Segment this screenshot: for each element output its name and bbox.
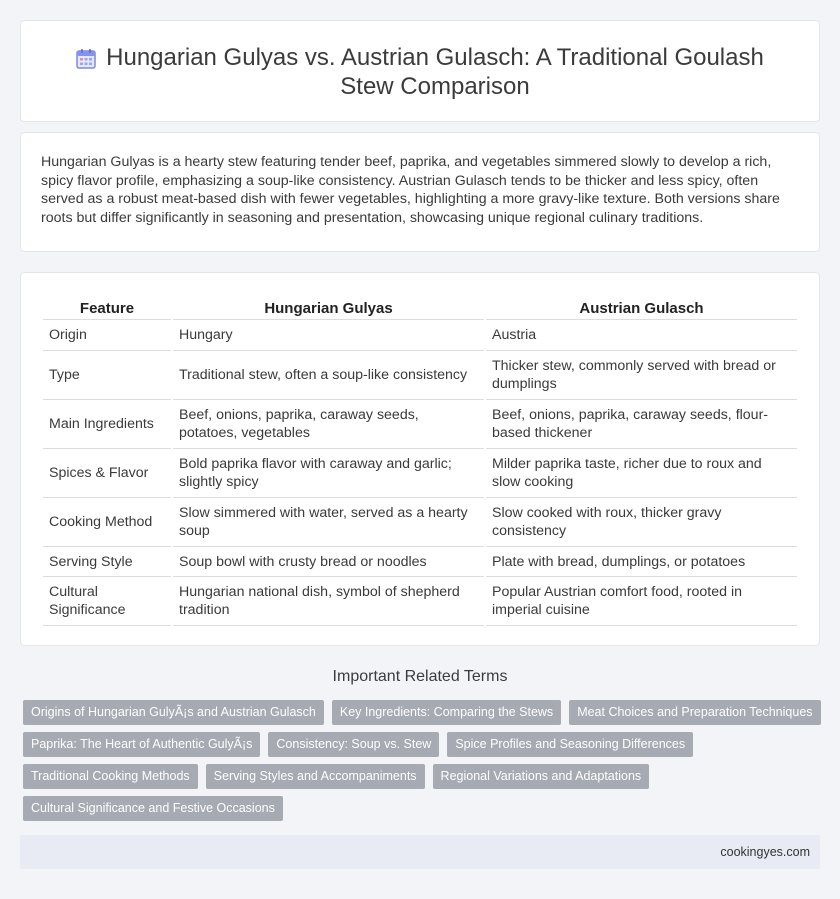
related-tag[interactable]: Serving Styles and Accompaniments [206,764,425,789]
comparison-table [41,295,799,626]
related-tag[interactable]: Regional Variations and Adaptations [433,764,650,789]
austrian-cell: Austria [486,320,797,351]
tag-row [23,732,823,757]
summary-card [20,132,820,252]
related-tag[interactable]: Consistency: Soup vs. Stew [268,732,439,757]
related-terms-title: Important Related Terms [332,668,508,685]
table-row [43,351,797,400]
hungarian-cell: Hungary [173,320,484,351]
table-row [43,577,797,626]
header-hungarian-gulyas: Hungarian Gulyas [173,295,484,320]
table-row [43,320,797,351]
hungarian-cell: Slow simmered with water, served as a hearty soup [173,498,484,547]
hungarian-cell: Hungarian national dish, symbol of shepherd tradition [173,577,484,626]
related-tag[interactable]: Key Ingredients: Comparing the Stews [332,700,561,725]
austrian-cell: Milder paprika taste, richer due to roux and slow cooking [486,449,797,498]
austrian-cell: Plate with bread, dumplings, or potatoes [486,547,797,577]
table-row [43,400,797,449]
summary-text: Hungarian Gulyas is a hearty stew featuring tender beef, paprika, and vegetables simmered slowly to develop a rich, spicy flavor profile, emphasizing a soup-like consistency. Austrian Gulasch tends to be thicker and less spicy, often served as a robust meat-based dish with fewer vegetables, highlighting a more gravy-like texture. Both versions share roots but differ significantly in seasoning and presentation, showcasing unique regional culinary traditions. [41,154,780,226]
austrian-cell: Slow cooked with roux, thicker gravy consistency [486,498,797,547]
related-tag[interactable]: Traditional Cooking Methods [23,764,198,789]
tag-row [23,700,823,725]
comparison-table-card [20,272,820,646]
related-terms-tags [23,700,823,828]
hungarian-cell: Bold paprika flavor with caraway and garlic; slightly spicy [173,449,484,498]
feature-cell: Main Ingredients [43,400,171,449]
hungarian-cell: Soup bowl with crusty bread or noodles [173,547,484,577]
feature-cell: Spices & Flavor [43,449,171,498]
austrian-cell: Popular Austrian comfort food, rooted in imperial cuisine [486,577,797,626]
related-tag[interactable]: Spice Profiles and Seasoning Differences [447,732,693,757]
related-tag[interactable]: Paprika: The Heart of Authentic GulyÃ¡s [23,732,260,757]
hungarian-cell: Beef, onions, paprika, caraway seeds, potatoes, vegetables [173,400,484,449]
tag-row [23,764,823,789]
table-row [43,498,797,547]
header-austrian-gulasch: Austrian Gulasch [486,295,797,320]
footer [20,835,820,869]
header-feature: Feature [43,295,171,320]
table-header-row [43,295,797,320]
feature-cell: Type [43,351,171,400]
page-title: Hungarian Gulyas vs. Austrian Gulasch: A Traditional Goulash Stew Comparison [106,44,764,100]
tag-row [23,796,823,821]
related-tag[interactable]: Meat Choices and Preparation Techniques [569,700,820,725]
feature-cell: Cultural Significance [43,577,171,626]
hungarian-cell: Traditional stew, often a soup-like consistency [173,351,484,400]
table-row [43,449,797,498]
feature-cell: Serving Style [43,547,171,577]
footer-site-link[interactable]: cookingyes.com [720,845,810,859]
feature-cell: Origin [43,320,171,351]
austrian-cell: Beef, onions, paprika, caraway seeds, flour-based thickener [486,400,797,449]
related-tag[interactable]: Cultural Significance and Festive Occasions [23,796,283,821]
table-row [43,547,797,577]
related-tag[interactable]: Origins of Hungarian GulyÃ¡s and Austrian Gulasch [23,700,324,725]
title-card [20,20,820,122]
austrian-cell: Thicker stew, commonly served with bread or dumplings [486,351,797,400]
feature-cell: Cooking Method [43,498,171,547]
